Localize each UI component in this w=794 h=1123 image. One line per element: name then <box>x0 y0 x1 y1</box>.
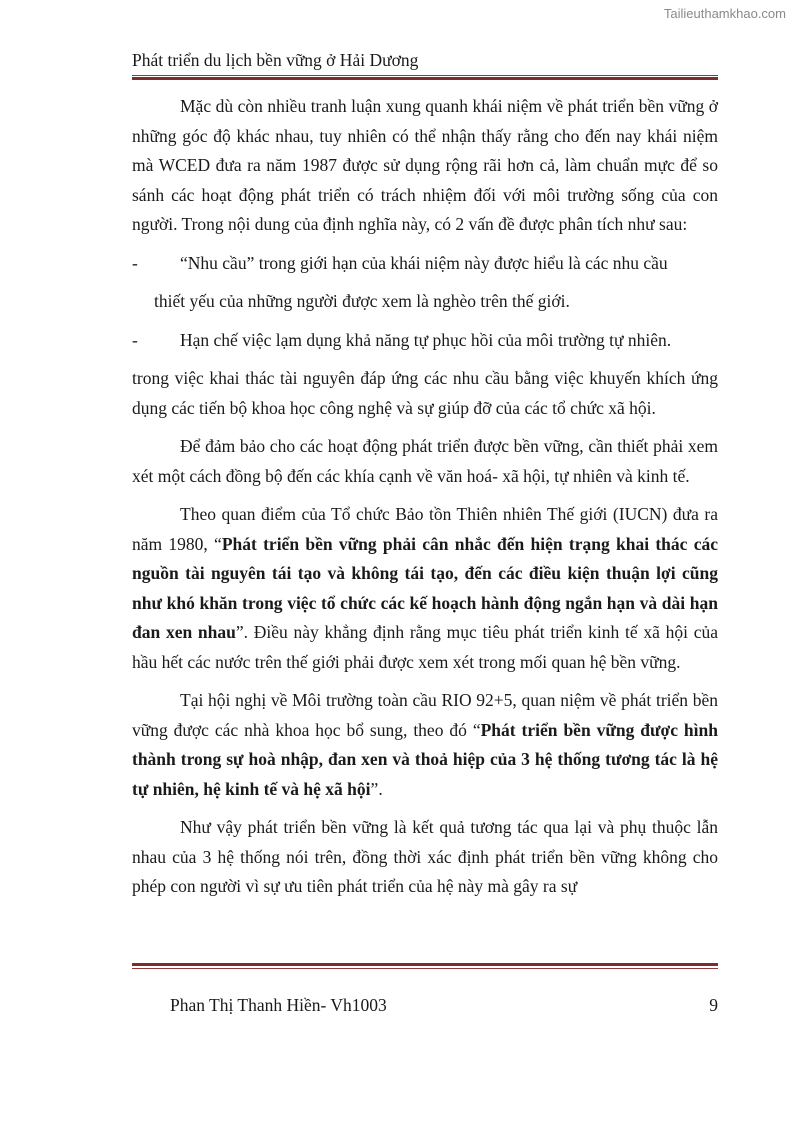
page-body <box>132 92 718 902</box>
list-item-text: “Nhu cầu” trong giới hạn của khái niệm này được hiểu là các nhu cầu <box>180 252 668 273</box>
paragraph: trong việc khai thác tài nguyên đáp ứng các nhu cầu bằng việc khuyến khích ứng dụng các tiến bộ khoa học công nghệ và sự giúp đỡ của các tổ chức xã hội. <box>132 368 718 418</box>
paragraph-text: ”. <box>370 778 383 799</box>
paragraph <box>132 500 718 677</box>
paragraph: Để đảm bảo cho các hoạt động phát triển được bền vững, cần thiết phải xem xét một cách đồng bộ đến các khía cạnh về văn hoá- xã hội, tự nhiên và kinh tế. <box>132 436 718 486</box>
bold-quote: Phát triển bền vững phải cân nhắc đến hiện trạng khai thác các nguồn tài nguyên tái tạo và không tái tạo, đến các điều kiện thuận lợi cũng như khó khăn trong việc tổ chức các kế hoạch hành động ngắn hạn và dài hạn đan xen nhau <box>132 533 718 642</box>
paragraph: Mặc dù còn nhiều tranh luận xung quanh khái niệm về phát triển bền vững ở những góc độ khác nhau, tuy nhiên có thể nhận thấy rằng cho đến nay khái niệm mà WCED đưa ra năm 1987 được sử dụng rộng rãi hơn cả, làm chuẩn mực để so sánh các hoạt động phát triển có trách nhiệm đối với môi trường sống của con người. Trong nội dung của định nghĩa này, có 2 vấn đề được phân tích như sau: <box>132 96 718 234</box>
paragraph-text: ”. Điều này khẳng định rằng mục tiêu phát triển kinh tế xã hội của hầu hết các nước trên thế giới phải được xem xét trong mối quan hệ bền vững. <box>132 622 718 672</box>
page-number: 9 <box>709 995 718 1015</box>
paragraph: Như vậy phát triển bền vững là kết quả tương tác qua lại và phụ thuộc lẫn nhau của 3 hệ thống nói trên, đồng thời xác định phát triển bền vững không cho phép con người vì sự ưu tiên phát triển của hệ này mà gây ra sự <box>132 817 718 896</box>
footer-rule-thick <box>132 963 718 966</box>
watermark: Tailieuthamkhao.com <box>663 6 786 21</box>
paragraph-text: Theo quan điểm của Tổ chức Bảo tồn Thiên nhiên Thế giới (IUCN) đưa ra năm 1980, “ <box>132 504 718 554</box>
list-dash: - <box>132 329 138 350</box>
list-dash: - <box>132 252 138 273</box>
list-item-text: Hạn chế việc lạm dụng khả năng tự phục hồi của môi trường tự nhiên. <box>180 329 672 350</box>
header-rule-thin <box>132 75 718 76</box>
list-item-continuation: thiết yếu của những người được xem là nghèo trên thế giới. <box>154 291 570 311</box>
bold-quote: Phát triển bền vững được hình thành trong sự hoà nhập, đan xen và thoả hiệp của 3 hệ thống tương tác là hệ tự nhiên, hệ kinh tế và hệ xã hội <box>132 719 718 799</box>
list-item <box>132 249 718 279</box>
paragraph-text: Tại hội nghị về Môi trường toàn cầu RIO 92+5, quan niệm về phát triển bền vững được các nhà khoa học bổ sung, theo đó “ <box>132 690 718 740</box>
footer-rule-thin <box>132 968 718 969</box>
list-item <box>132 326 718 356</box>
running-header-title: Phát triển du lịch bền vững ở Hải Dương <box>132 50 419 70</box>
footer-author: Phan Thị Thanh Hiền- Vh1003 <box>170 995 387 1015</box>
header-rule-thick <box>132 77 718 80</box>
paragraph <box>132 686 718 804</box>
